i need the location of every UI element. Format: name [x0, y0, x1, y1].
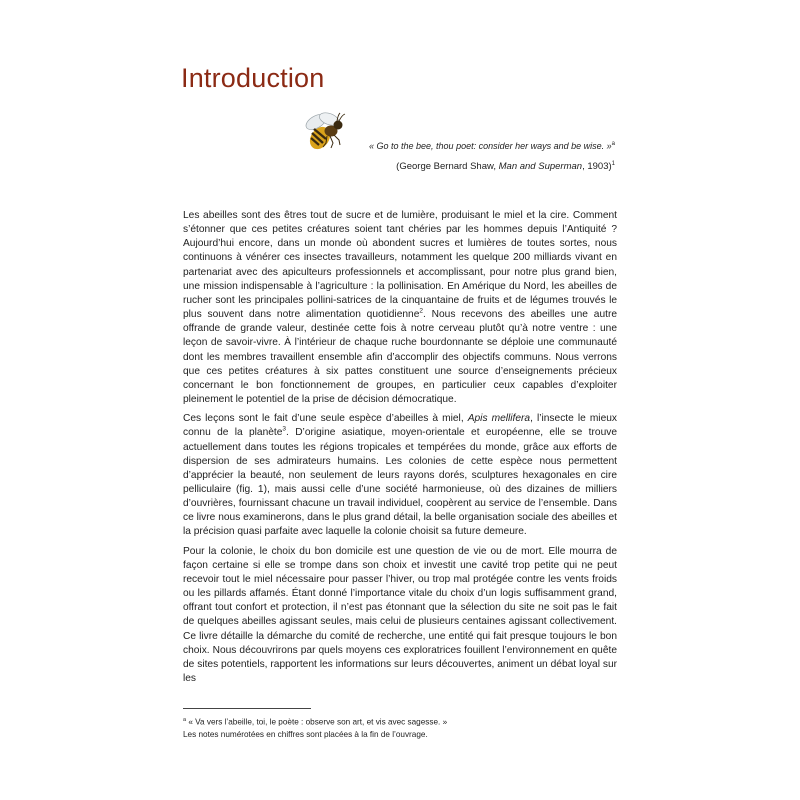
epigraph-quote: « Go to the bee, thou poet: consider her ways and be wise. »$^a$: [369, 141, 615, 151]
paragraph: Les abeilles sont des êtres tout de sucre et de lumière, produisant le miel et la cire. Comment s’étonner que ces petites créatures soient tant chéries par les hommes depuis l’Antiquité ? Aujourd’hui encore, dans un monde où abondent sucres et lumières de toutes sortes, nous continuons à vénérer ces insectes travailleurs, notamment les quelque 200 milliards vivant en partenariat avec des apiculteurs professionnels et accomplissant, pour notre plus grand bien, une mission indispensable à l’agriculture : la pollinisation. En Amérique du Nord, les abeilles de rucher sont les principales pollini-satrices de la cinquantaine de fruits et de légumes trouvés le plus souvent dans notre alimentation quotidienne$^2$. Nous recevons des abeilles une autre offrande de grande valeur, destinée cette fois à notre cerveau plutôt qu’à notre ventre : une leçon de savoir-vivre. À l’intérieur de chaque ruche bourdonnante se déploie une communauté dont les membres travaillent ensemble afin d’accomplir des objectifs communs. Nous verrons que ces petites créatures à six pattes constituent une source d’enseignements précieux concernant le bon fonctionnement de groupes, en particulier ceux capables d’exploiter pleinement le potentiel de la prise de décision démocratique.: [183, 210, 617, 406]
species-name: Apis mellifera: [467, 413, 531, 425]
paragraph: Pour la colonie, le choix du bon domicile est une question de vie ou de mort. Elle mourra de façon certaine si elle se trompe dans son choix et investit une cavité trop petite qui ne peut recevoir tout le miel nécessaire pour passer l’hiver, ou trop mal protégée contre les vents froids ou les pillards affamés. Étant donné l’importance vitale du choix d’un logis suffisamment grand, offrant tout confort et protection, il n’est pas étonnant que la sélection du site ne soit pas le fait de quelques abeilles agissant seules, mais celui de plusieurs centaines agissant collectivement. Ce livre détaille la démarche du comité de recherche, une entité qui fait presque toujours le bon choix. Nous découvrirons par quels moyens ces exploratrices fouillent l’environnement en quête de sites potentiels, rapportent les informations sur leurs découvertes, animent un débat loyal sur les: [183, 545, 617, 684]
footnote-marker: 3: [282, 425, 287, 433]
paragraph: Ces leçons sont le fait d’une seule espèce d’abeilles à miel, Apis mellifera, l’insecte le mieux connu de la planète$^3$. D’origine asiatique, moyen-orientale et européenne, elle se trouve actuellement dans toutes les régions tropicales et tempérées du monde, grâce aux efforts de dispersion de ses admirateurs humains. Les colonies de cette espèce nous permettent d’apprécier la beauté, non seulement de leurs rayons dorés, sculptures hexagonales en cire pelliculaire (fig. 1), mais aussi celle d’une société harmonieuse, où des dizaines de milliers d’ouvrières, fournissant chacune un travail individuel, coopèrent au service de l’ensemble. Dans ce livre nous examinerons, dans le plus grand détail, la belle organisation sociale des abeilles et la précision quasi parfaite avec laquelle la colonie choisit sa future demeure.: [183, 413, 617, 538]
footnote: $^a$ « Va vers l’abeille, toi, le poète : observe son art, et vis avec sagesse. »: [183, 717, 448, 727]
footnote-marker: 1: [611, 161, 615, 167]
footnote-info: Les notes numérotées en chiffres sont placées à la fin de l’ouvrage.: [183, 729, 428, 739]
footnotes: [183, 714, 617, 741]
footnote-marker: a: [611, 141, 615, 147]
source-work-title: Man and Superman: [498, 161, 583, 173]
footnote-marker: 2: [419, 307, 423, 315]
epigraph-source: (George Bernard Shaw, Man and Superman, 1903)$^1$: [396, 161, 615, 173]
page-title: Introduction: [181, 63, 325, 93]
footnote-divider: [183, 708, 311, 709]
bee-icon: [301, 110, 347, 154]
epigraph: [369, 141, 615, 172]
body-text: [183, 209, 617, 691]
